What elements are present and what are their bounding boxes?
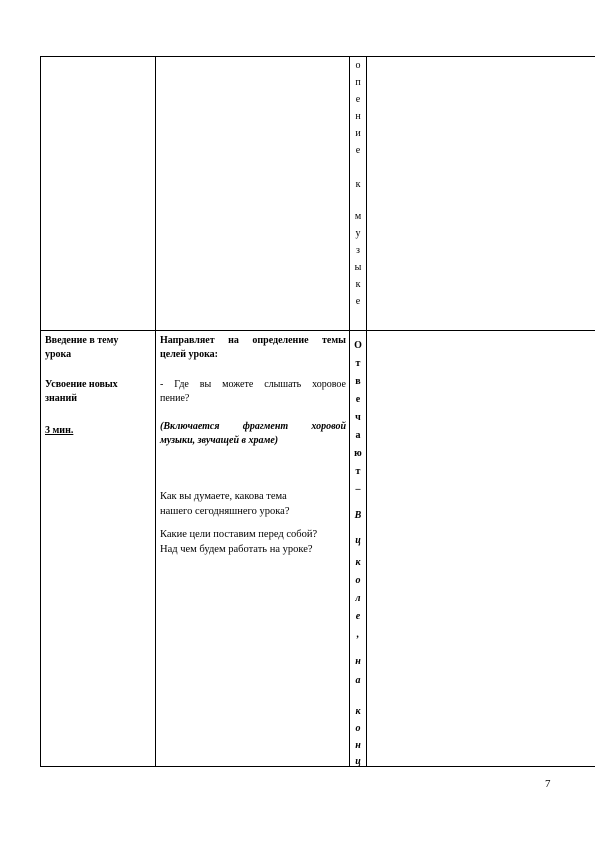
page-number: 7 (545, 778, 551, 790)
vertical-letter: а (355, 430, 361, 441)
teacher-question-3-line-2: Над чем будем работать на уроке? (160, 544, 313, 555)
vertical-letter: и (355, 128, 361, 139)
vertical-letter: – (355, 484, 361, 495)
stage-title (45, 334, 153, 362)
vertical-letter: о (355, 723, 361, 734)
stage-subtitle (45, 378, 153, 406)
teacher-note (160, 420, 346, 448)
teacher-question-3 (160, 527, 346, 557)
table-bottom-border (40, 766, 595, 767)
column-divider-2 (349, 56, 350, 767)
vertical-letter: ц (355, 535, 361, 546)
vertical-letter: з (356, 245, 360, 256)
stage-subtitle-line-1: Усвоение новых (45, 379, 118, 390)
vertical-letter: у (355, 228, 361, 239)
vertical-letter: е (355, 611, 361, 622)
teacher-heading (160, 334, 346, 362)
teacher-note-line-1: (Включается фрагмент хоровой (160, 421, 346, 432)
vertical-letter: н (355, 111, 361, 122)
vertical-letter: ц (355, 756, 361, 767)
vertical-letter: ч (355, 412, 361, 423)
vertical-letter: к (355, 706, 361, 717)
teacher-heading-line-1: Направляет на определение темы (160, 335, 346, 346)
vertical-letter: о (355, 575, 361, 586)
teacher-question (160, 378, 346, 406)
stage-duration: 3 мин. (45, 425, 74, 436)
vertical-letter: ю (354, 448, 362, 459)
teacher-question-2-line-1: Как вы думаете, какова тема (160, 491, 287, 502)
teacher-question-2 (160, 489, 346, 519)
table-left-border (40, 56, 41, 767)
vertical-letter: е (355, 394, 361, 405)
vertical-letter: к (355, 279, 361, 290)
column-divider-3 (366, 56, 367, 767)
stage-subtitle-line-2: знаний (45, 393, 78, 404)
teacher-note-line-2: музыки, звучащей в храме) (160, 435, 279, 446)
table-top-border (40, 56, 595, 57)
stage-title-line-2: урока (45, 349, 72, 360)
vertical-letter: н (355, 740, 361, 751)
vertical-letter: ы (354, 262, 362, 273)
vertical-letter: т (355, 466, 361, 477)
vertical-letter: л (355, 593, 361, 604)
teacher-question-2-line-2: нашего сегодняшнего урока? (160, 506, 290, 517)
vertical-letter: в (355, 376, 361, 387)
vertical-letter: к (355, 557, 361, 568)
column-divider-1 (155, 56, 156, 767)
vertical-letter: н (355, 656, 361, 667)
teacher-question-line-2: пение? (160, 393, 190, 404)
vertical-letter: п (355, 77, 361, 88)
vertical-letter: , (356, 629, 360, 640)
vertical-letter: м (354, 211, 362, 222)
vertical-letter: В (354, 510, 362, 521)
vertical-letter: т (355, 358, 361, 369)
teacher-question-line-1: - Где вы можете слышать хоровое (160, 379, 346, 390)
vertical-letter: е (355, 296, 361, 307)
stage-title-line-1: Введение в тему (45, 335, 119, 346)
vertical-letter: о (355, 60, 361, 71)
vertical-letter: О (354, 340, 362, 351)
vertical-letter: а (355, 675, 361, 686)
teacher-heading-line-2: целей урока: (160, 349, 219, 360)
vertical-letter: е (355, 145, 361, 156)
row-divider (40, 330, 595, 331)
vertical-letter: к (355, 179, 361, 190)
vertical-letter: е (355, 94, 361, 105)
teacher-question-3-line-1: Какие цели поставим перед собой? (160, 529, 318, 540)
